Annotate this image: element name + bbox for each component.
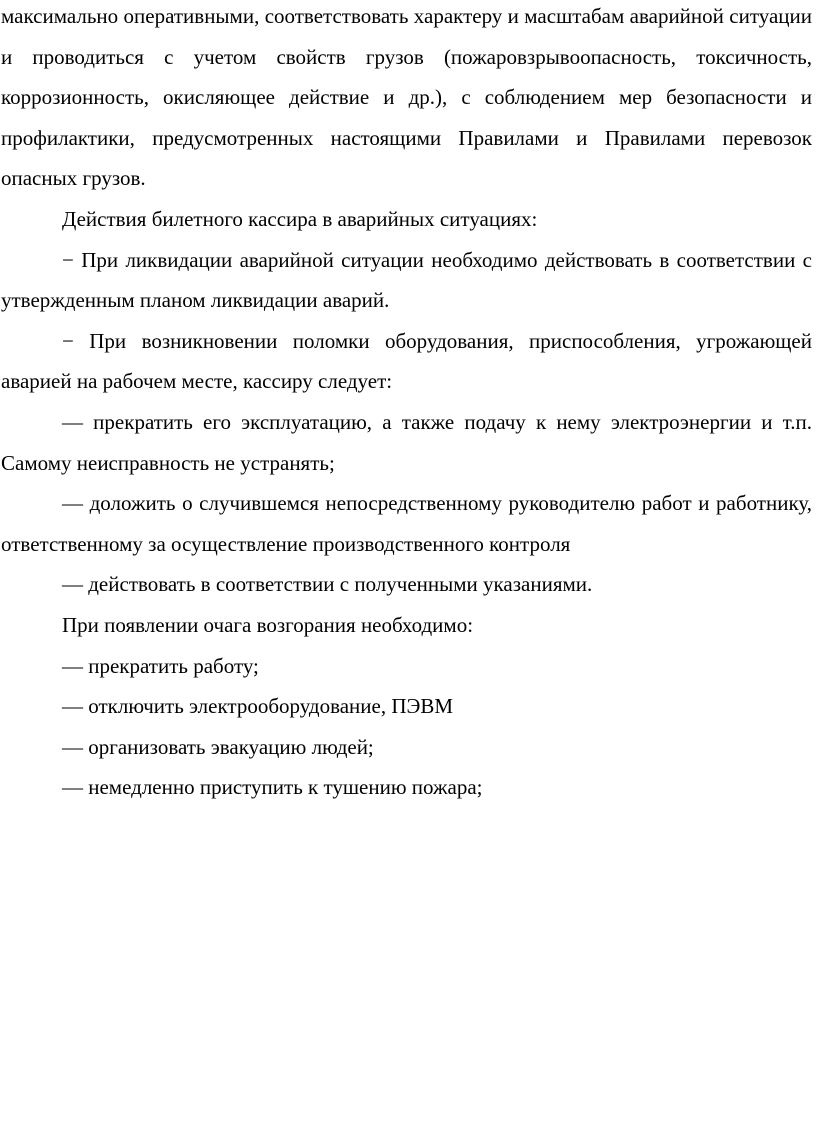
paragraph-equipment-breakdown: − При возникновении поломки оборудования, приспособления, угрожающей аварией на рабочем месте, кассиру следует:: [1, 328, 812, 394]
list-item-evacuate-people: — организовать эвакуацию людей;: [62, 734, 374, 759]
paragraph-continuation: максимально оперативными, соответствовать характеру и масштабам аварийной ситуации и проводиться с учетом свойств грузов (пожаровзрывоопасность, токсичность, коррозионность, окисляющее действие и др.), с соблюдением мер безопасности и профилактики, предусмотренных настоящими Правилами и Правилами перевозок опасных грузов.: [1, 4, 812, 191]
list-item-stop-work: — прекратить работу;: [62, 653, 259, 678]
list-item-extinguish-fire: — немедленно приступить к тушению пожара;: [62, 775, 483, 800]
paragraph-fire-heading: При появлении очага возгорания необходимо:: [62, 612, 474, 637]
paragraph-heading-cashier-actions: Действия билетного кассира в аварийных ситуациях:: [62, 206, 538, 231]
list-item-stop-operation: — прекратить его эксплуатацию, а также подачу к нему электроэнергии и т.п. Самому неисправность не устранять;: [1, 409, 812, 475]
list-item-disconnect-equipment: — отключить электрооборудование, ПЭВМ: [62, 694, 454, 719]
list-item-follow-instructions: — действовать в соответствии с полученными указаниями.: [62, 572, 593, 597]
list-item-report-incident: — доложить о случившемся непосредственному руководителю работ и работнику, ответственному за осуществление производственного контроля: [1, 491, 812, 556]
paragraph-liquidation-plan: − При ликвидации аварийной ситуации необходимо действовать в соответствии с утвержденным планом ликвидации аварий.: [1, 247, 812, 313]
